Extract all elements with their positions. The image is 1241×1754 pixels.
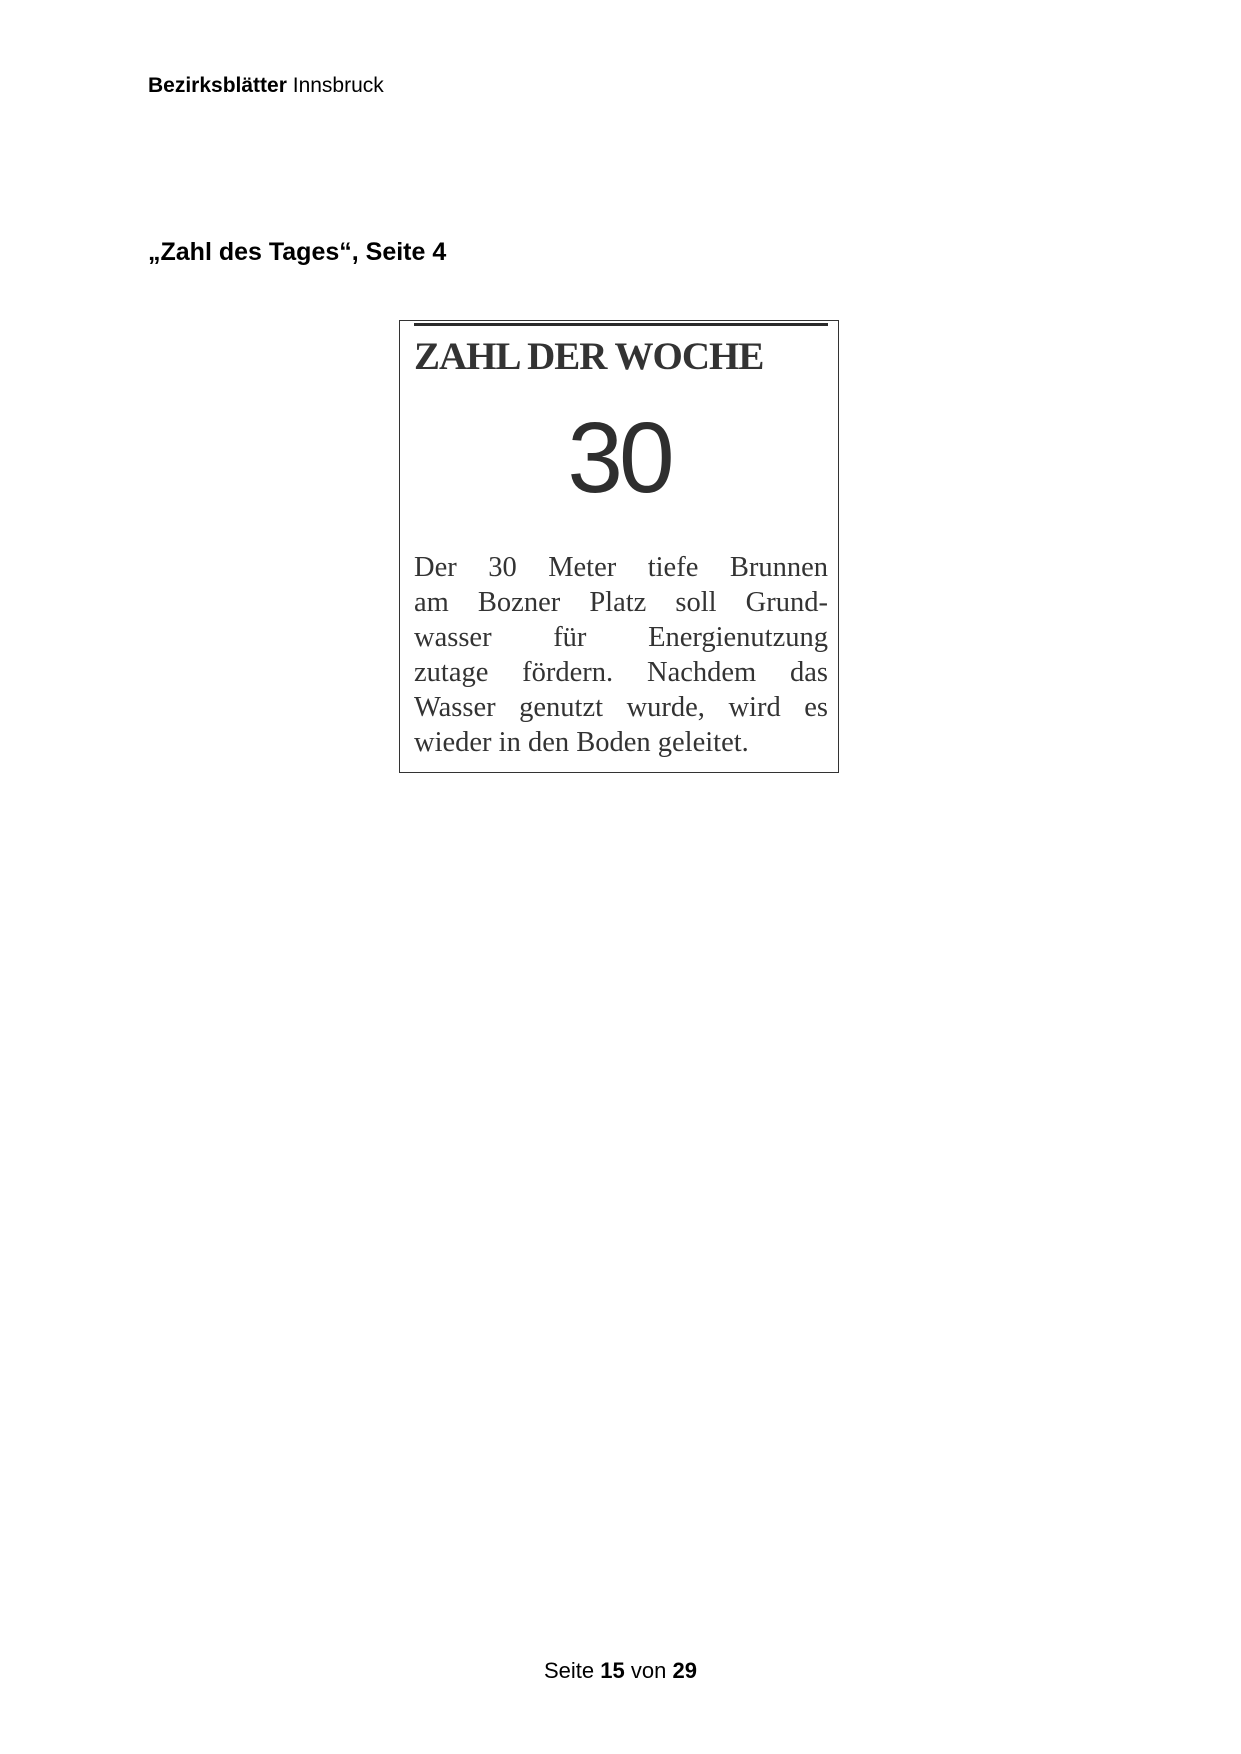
footer-separator: von: [630, 1658, 667, 1683]
document-header: [148, 72, 384, 100]
publication-name: Bezirksblätter: [148, 74, 287, 97]
clipping-big-number: 30: [567, 402, 671, 514]
page-footer: [0, 1657, 1241, 1685]
clipping-body-line: wieder in den Boden geleitet.: [414, 727, 749, 758]
clipping-body-line: wasser für Energienutzung: [414, 622, 828, 653]
newspaper-clipping: [399, 320, 839, 773]
footer-total-pages: 29: [672, 1658, 697, 1683]
clipping-kicker: ZAHL DER WOCHE: [414, 335, 764, 378]
footer-current-page: 15: [600, 1658, 625, 1683]
publication-city: Innsbruck: [292, 74, 384, 97]
clipping-body-line: am Bozner Platz soll Grund-: [414, 587, 828, 618]
clipping-body-line: zutage fördern. Nachdem das: [414, 657, 828, 688]
clipping-top-rule: [414, 323, 828, 326]
clipping-body-line: Wasser genutzt wurde, wird es: [414, 692, 828, 723]
section-heading: „Zahl des Tages“, Seite 4: [148, 238, 447, 266]
footer-prefix: Seite: [544, 1658, 595, 1683]
clipping-body-text: [414, 550, 828, 760]
clipping-body-line: Der 30 Meter tiefe Brunnen: [414, 552, 828, 583]
